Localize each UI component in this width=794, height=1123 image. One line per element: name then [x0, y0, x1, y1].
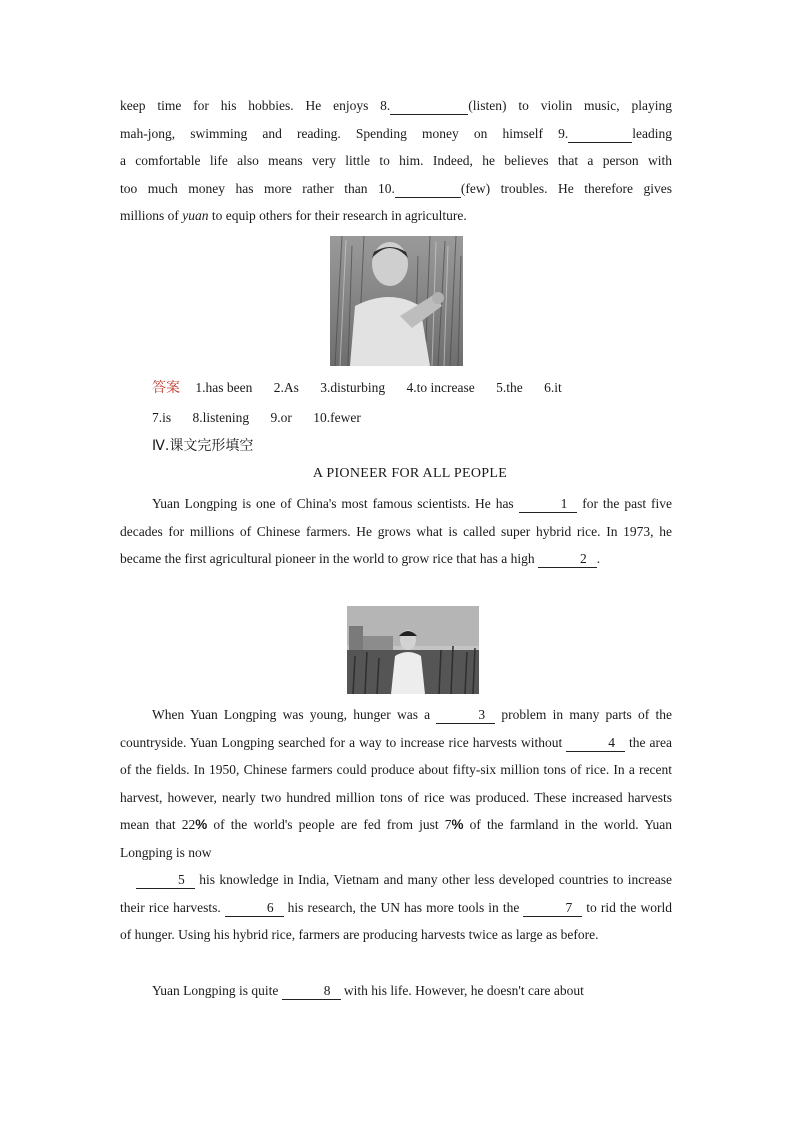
blank-3[interactable]: 3	[436, 707, 495, 724]
answer-item: 8.listening	[192, 410, 250, 425]
blank-5[interactable]: 5	[136, 872, 195, 889]
answer-item: 6.it	[544, 380, 562, 395]
blank-2[interactable]: 2	[538, 551, 597, 568]
text: millions of	[120, 208, 183, 223]
text: .	[596, 551, 601, 566]
answer-item: 7.is	[152, 410, 172, 425]
text: for the past five decades for millions of Chinese farmers. He grows what is called super hybrid rice. In 1973, he became the first agricultural pioneer in the world to grow rice that has a high	[120, 496, 672, 566]
text: to rid the world of hunger. Using his hybrid rice, farmers are producing harvests twice as large as before.	[120, 899, 672, 942]
percent-sign: %	[451, 817, 464, 832]
paragraph-4	[120, 977, 672, 1005]
answer-key-row-2	[152, 408, 379, 428]
answer-item: 3.disturbing	[320, 380, 386, 395]
section-heading: Ⅳ.课文完形填空	[152, 438, 254, 454]
paragraph-2	[120, 490, 672, 573]
answer-item: 5.the	[496, 380, 523, 395]
blank-1[interactable]: 1	[519, 496, 578, 513]
photo-image	[330, 236, 463, 366]
blank-8[interactable]	[390, 98, 468, 115]
text: When Yuan Longping was young, hunger was a	[152, 707, 437, 722]
text: leading	[632, 125, 672, 141]
blank-7[interactable]: 7	[523, 900, 582, 917]
percent-sign: %	[195, 817, 208, 832]
paragraph-continuation	[120, 92, 672, 230]
text: Yuan Longping is one of China's most famous scientists. He has	[152, 496, 519, 511]
answer-key-row-1	[152, 378, 580, 398]
text: of the world's people are fed from just 7	[207, 817, 452, 832]
text: a comfortable life also means very little to him. Indeed, he believes that a person with	[120, 153, 672, 168]
paragraph-3	[120, 701, 672, 949]
text: keep time for his hobbies. He enjoys 8.	[120, 98, 391, 113]
text: of the farmland in the world. Yuan Longping is now	[120, 817, 672, 860]
text: mah-jong, swimming and reading. Spending money on himself 9.	[120, 125, 569, 141]
text: the area of the fields. In 1950, Chinese farmers could produce about fifty-six million tons of rice. In a recent harvest, however, nearly two hundred million tons of rice was produced. These increased harvests mean that 22	[120, 734, 672, 832]
answer-item: 10.fewer	[313, 410, 361, 425]
text: his research, the UN has more tools in the	[283, 899, 524, 915]
answer-item: 1.has been	[195, 380, 253, 395]
blank-4[interactable]: 4	[566, 735, 625, 752]
blank-9[interactable]	[568, 126, 632, 143]
text: Yuan Longping is quite	[152, 983, 282, 998]
photo-scientist-rice-paddy	[347, 606, 479, 694]
blank-6[interactable]: 6	[225, 900, 284, 917]
text: (listen) to violin music, playing	[468, 98, 672, 113]
answer-item: 9.or	[270, 410, 292, 425]
answer-item: 2.As	[273, 380, 299, 395]
answer-item: 4.to increase	[406, 380, 475, 395]
text: (few) troubles. He therefore gives	[460, 180, 672, 196]
photo-scientist-in-field	[330, 236, 463, 366]
photo-image	[347, 606, 479, 694]
blank-8-passage[interactable]: 8	[282, 983, 341, 1000]
text: too much money has more rather than 10.	[120, 180, 395, 196]
text: yuan	[182, 208, 209, 223]
passage-title: A PIONEER FOR ALL PEOPLE	[312, 466, 508, 481]
text: his knowledge in India, Vietnam and many other less developed countries to increase their rice harvests.	[120, 872, 672, 915]
blank-10[interactable]	[395, 181, 461, 198]
text: with his life. However, he doesn't care about	[340, 983, 584, 998]
text: problem in many parts of the countryside. Yuan Longping searched for a way to increase rice harvests without	[120, 707, 672, 750]
text: to equip others for their research in agriculture.	[208, 208, 467, 223]
answer-label: 答案	[152, 380, 180, 396]
